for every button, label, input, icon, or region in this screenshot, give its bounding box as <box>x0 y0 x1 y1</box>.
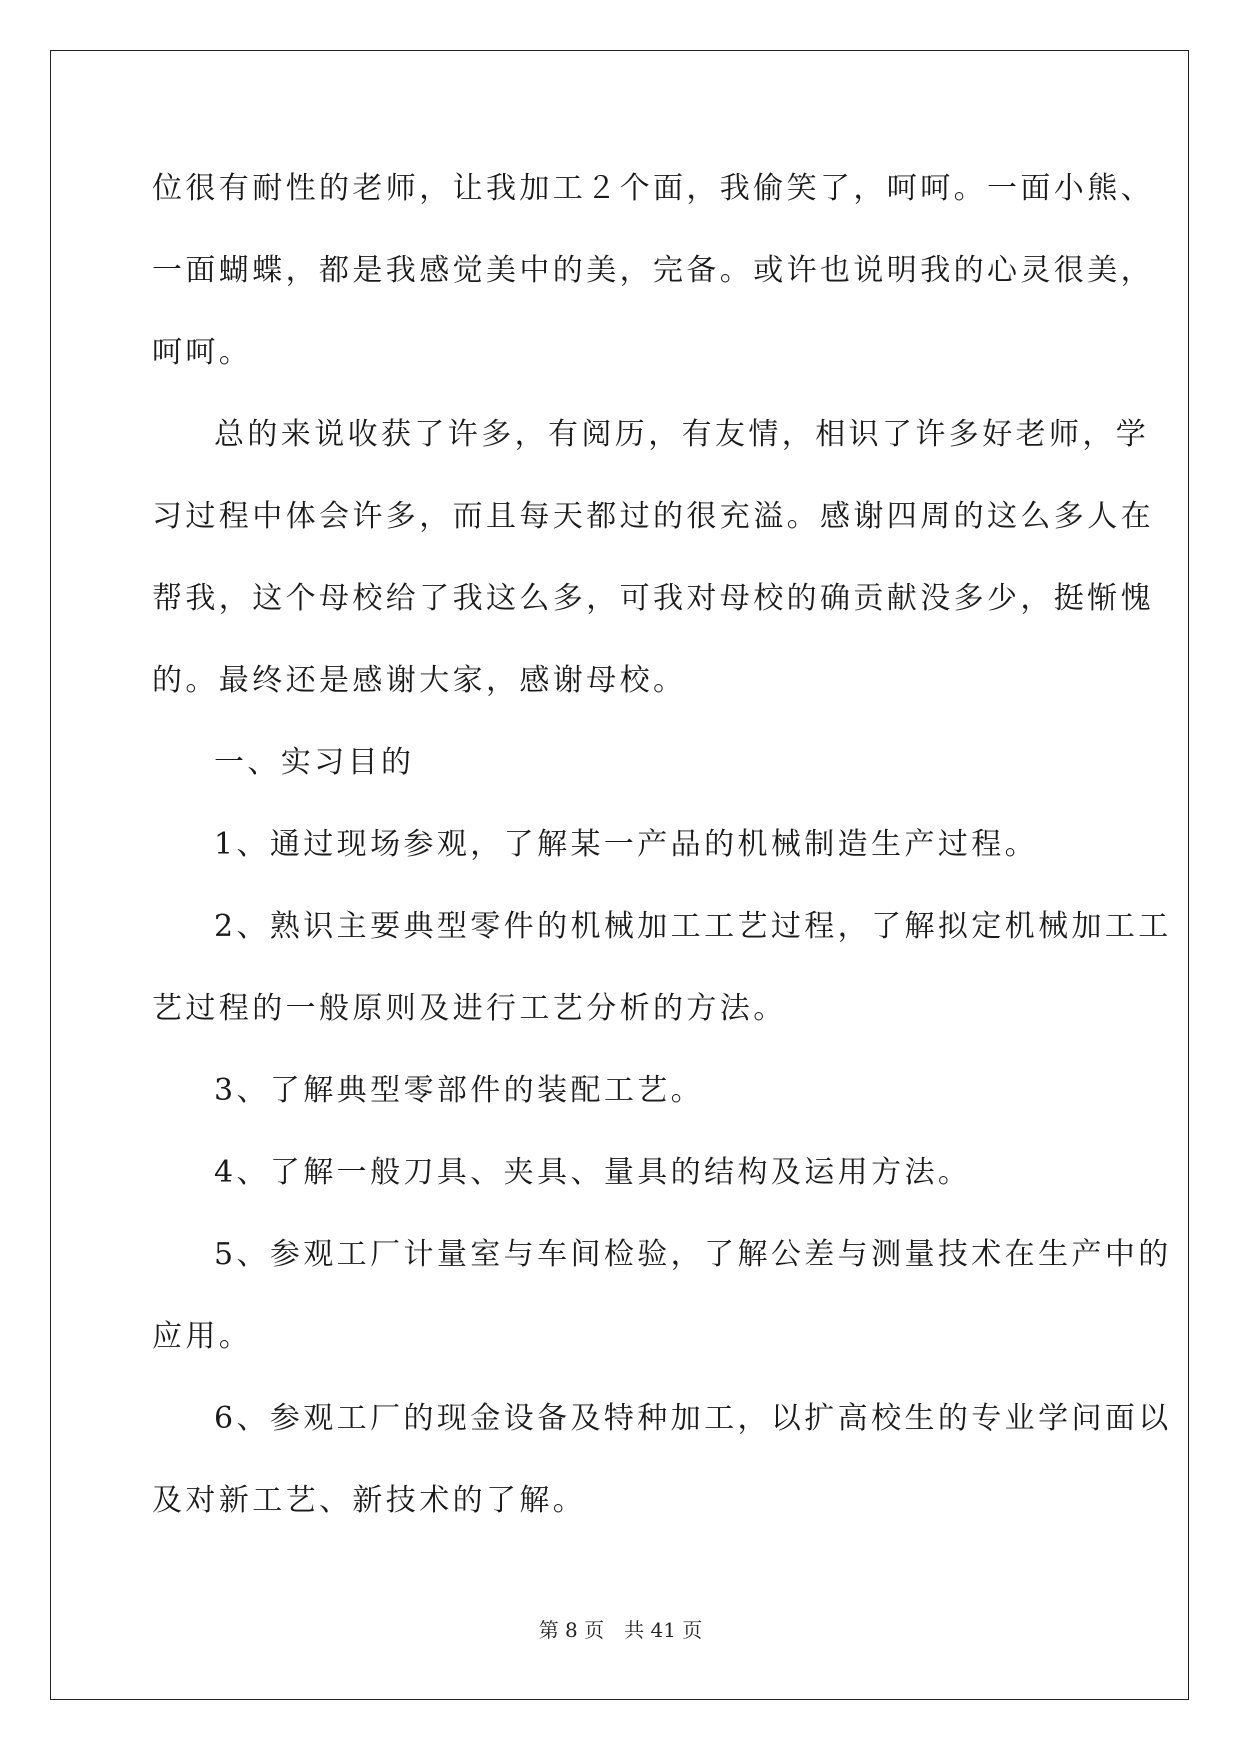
list-item: 3、了解典型零部件的装配工艺。 <box>214 1073 705 1108</box>
text-line: 呵呵。 <box>152 335 253 370</box>
text-line: 艺过程的一般原则及进行工艺分析的方法。 <box>152 991 787 1026</box>
text-line: 应用。 <box>152 1319 253 1354</box>
section-heading: 一、实习目的 <box>214 745 415 780</box>
page-number: 第 8 页 共 41 页 <box>538 1618 703 1642</box>
text-line: 帮我，这个母校给了我这么多，可我对母校的确贡献没多少，挺惭愧 <box>152 581 1154 616</box>
list-item: 4、了解一般刀具、夹具、量具的结构及运用方法。 <box>214 1155 972 1190</box>
text-line: 的。最终还是感谢大家，感谢母校。 <box>152 663 687 698</box>
text-line: 及对新工艺、新技术的了解。 <box>152 1483 587 1518</box>
list-item: 1、通过现场参观，了解某一产品的机械制造生产过程。 <box>214 827 1039 862</box>
list-item: 5、参观工厂计量室与车间检验，了解公差与测量技术在生产中的 <box>214 1237 1172 1272</box>
document-body <box>152 148 1172 1542</box>
text-line: 一面蝴蝶，都是我感觉美中的美，完备。或许也说明我的心灵很美， <box>152 253 1154 288</box>
list-item: 6、参观工厂的现金设备及特种加工，以扩高校生的专业学问面以 <box>214 1401 1172 1436</box>
text-line: 习过程中体会许多，而且每天都过的很充溢。感谢四周的这么多人在 <box>152 499 1154 534</box>
text-line: 总的来说收获了许多，有阅历，有友情，相识了许多好老师，学 <box>214 417 1150 452</box>
text-line: 位很有耐性的老师，让我加工２个面，我偷笑了，呵呵。一面小熊、 <box>152 171 1154 206</box>
list-item: 2、熟识主要典型零件的机械加工工艺过程，了解拟定机械加工工 <box>214 909 1172 944</box>
